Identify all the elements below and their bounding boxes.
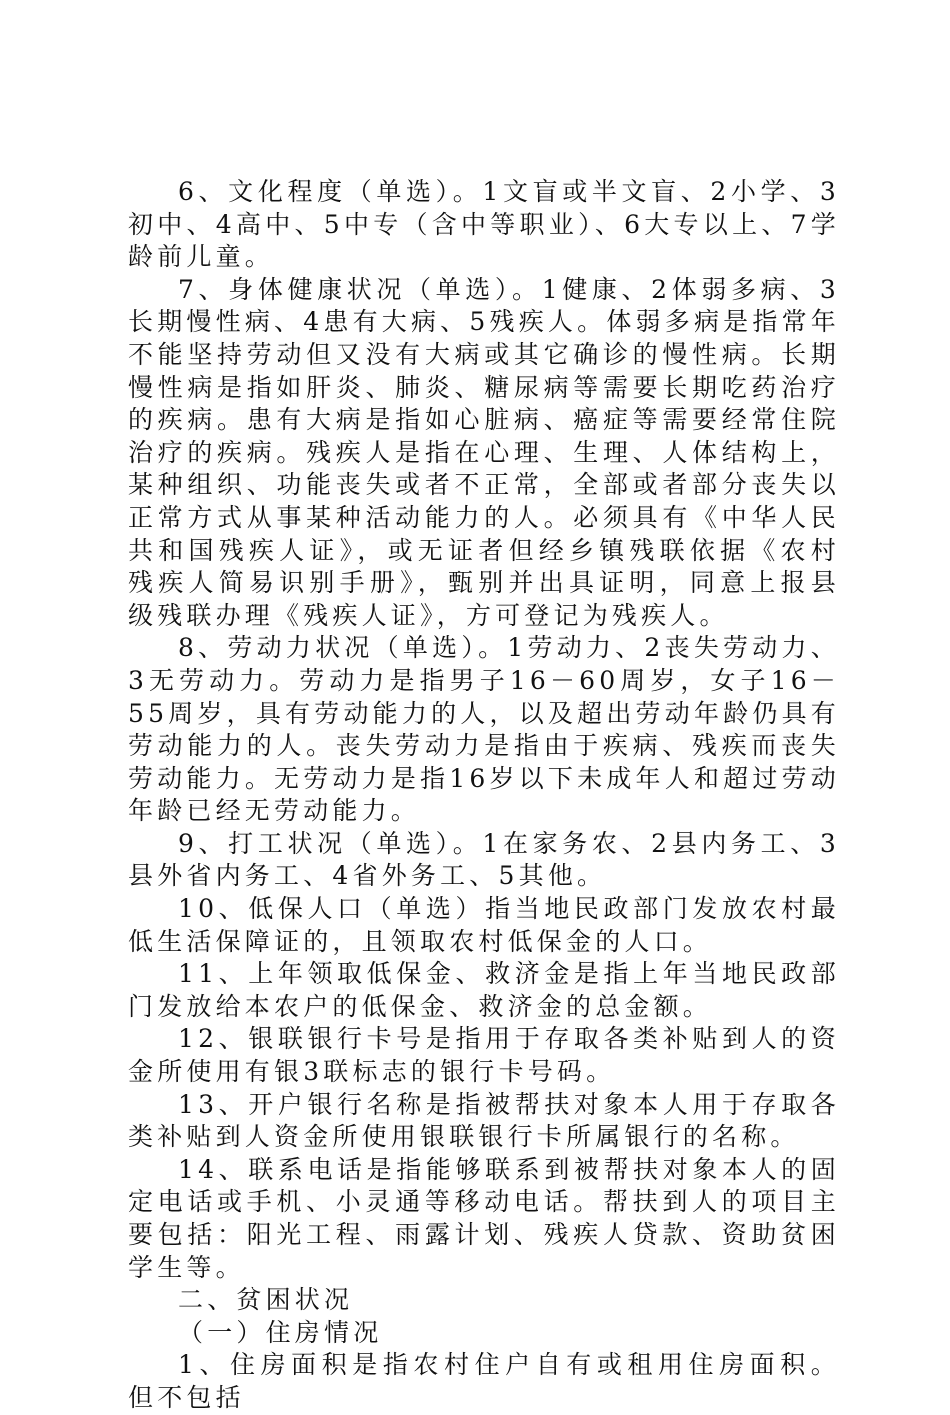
- section-heading-poverty: 二、贫困状况: [178, 1285, 354, 1315]
- paragraph-health: 7、身体健康状况（单选）。1健康、2体弱多病、3长期慢性病、4患有大病、5残疾人。体弱多病是指常年不能坚持劳动但又没有大病或其它确诊的慢性病。长期慢性病是指如肝炎、肺炎、糖尿病等需要长期吃药治疗的疾病。患有大病是指如心脏病、癌症等需要经常住院治疗的疾病。残疾人是指在心理、生理、人体结构上，某种组织、功能丧失或者不正常，全部或者部分丧失以正常方式从事某种活动能力的人。必须具有《中华人民共和国残疾人证》，或无证者但经乡镇残联依据《农村残疾人简易识别手册》，甄别并出具证明，同意上报县级残联办理《残疾人证》，方可登记为残疾人。: [128, 274, 840, 630]
- paragraph-relief-funds: 11、上年领取低保金、救济金是指上年当地民政部门发放给本农户的低保金、救济金的总金额。: [128, 959, 840, 1021]
- paragraph-housing-area: 1、住房面积是指农村住户自有或租用住房面积。但不包括: [128, 1350, 840, 1412]
- document-page: [128, 176, 840, 1415]
- paragraph-bank-name: 13、开户银行名称是指被帮扶对象本人用于存取各类补贴到人资金所使用银联银行卡所属银行的名称。: [128, 1089, 840, 1152]
- subsection-heading-housing: （一）住房情况: [178, 1317, 383, 1347]
- paragraph-bank-card: 12、银联银行卡号是指用于存取各类补贴到人的资金所使用有银3联标志的银行卡号码。: [128, 1024, 840, 1087]
- paragraph-work-status: 9、打工状况（单选）。1在家务农、2县内务工、3县外省内务工、4省外务工、5其他。: [128, 828, 840, 891]
- paragraph-labor: 8、劳动力状况（单选）。1劳动力、2丧失劳动力、3无劳动力。劳动力是指男子16－60周岁，女子16－55周岁，具有劳动能力的人，以及超出劳动年龄仍具有劳动能力的人。丧失劳动力是指由于疾病、残疾而丧失劳动能力。无劳动力是指16岁以下未成年人和超过劳动年龄已经无劳动能力。: [128, 633, 840, 826]
- paragraph-phone: 14、联系电话是指能够联系到被帮扶对象本人的固定电话或手机、小灵通等移动电话。帮扶到人的项目主要包括：阳光工程、雨露计划、残疾人贷款、资助贫困学生等。: [128, 1154, 840, 1282]
- paragraph-education: 6、文化程度（单选）。1文盲或半文盲、2小学、3初中、4高中、5中专（含中等职业）、6大专以上、7学龄前儿童。: [128, 177, 840, 272]
- paragraph-low-income: 10、低保人口（单选）指当地民政部门发放农村最低生活保障证的，且领取农村低保金的人口。: [128, 894, 840, 956]
